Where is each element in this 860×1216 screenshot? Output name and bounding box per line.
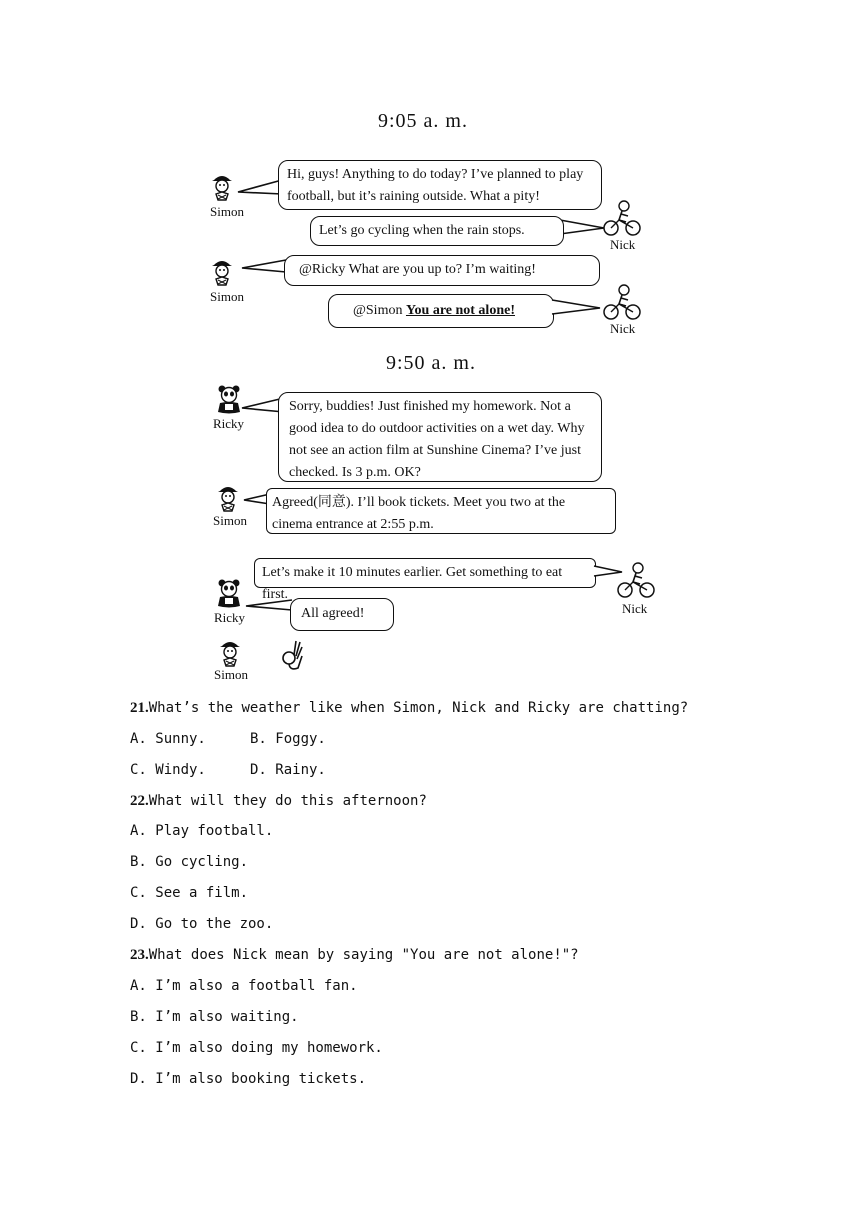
option-22-d: D. Go to the zoo. [130, 916, 274, 932]
bubble-tail [552, 298, 602, 316]
option-21-c: C. Windy. [130, 762, 206, 778]
chat-bubble-ricky-1: Sorry, buddies! Just finished my homework. Not a good idea to do outdoor activities on a wet day. Why not see an action film at Sunshine Cinema? I’ve just checked. Is 3 p.m. OK? [278, 392, 602, 482]
question-number: 22. [130, 793, 149, 809]
question-text: What does Nick mean by saying "You are not alone!"? [148, 947, 579, 963]
chat-bubble-nick-1: Let’s go cycling when the rain stops. [310, 216, 564, 246]
ricky-panda-icon [216, 384, 242, 414]
option-23-c: C. I’m also doing my homework. [130, 1040, 383, 1056]
ricky-panda-icon [216, 578, 242, 608]
option-21-d: D. Rainy. [250, 762, 326, 778]
ricky-name-label: Ricky [213, 416, 245, 431]
ricky-name-label: Ricky [214, 610, 246, 625]
question-22 [130, 792, 427, 810]
nick-cyclist-icon [602, 282, 642, 320]
question-number: 21. [130, 700, 149, 716]
question-23 [130, 946, 579, 964]
time-heading-2: 9:50 a. m. [386, 352, 476, 374]
nick-name-label: Nick [622, 601, 648, 616]
simon-name-label: Simon [214, 667, 248, 682]
ok-hand-icon [280, 638, 304, 672]
question-text: What will they do this afternoon? [148, 793, 427, 809]
time-heading-1: 9:05 a. m. [378, 110, 468, 132]
option-23-d: D. I’m also booking tickets. [130, 1071, 367, 1087]
nick-name-label: Nick [610, 237, 636, 252]
you-are-not-alone-text: You are not alone! [405, 303, 515, 318]
option-23-b: B. I’m also waiting. [130, 1009, 299, 1025]
option-22-a: A. Play football. [130, 823, 274, 839]
simon-name-label: Simon [213, 513, 247, 528]
chat-bubble-nick-3: Let’s make it 10 minutes earlier. Get something to eat first. [254, 558, 596, 588]
bubble-tail [560, 218, 606, 238]
mention-simon: @Simon [353, 303, 403, 318]
question-text: What’s the weather like when Simon, Nick and Ricky are chatting? [148, 700, 689, 716]
chat-bubble-simon-3: Agreed(同意). I’ll book tickets. Meet you two at the cinema entrance at 2:55 p.m. [266, 488, 616, 534]
nick-cyclist-icon [616, 560, 656, 598]
bubble-tail [244, 596, 292, 614]
simon-name-label: Simon [210, 289, 244, 304]
option-23-a: A. I’m also a football fan. [130, 978, 358, 994]
chat-bubble-simon-2: @Ricky What are you up to? I’m waiting! [284, 255, 600, 286]
chat-bubble-nick-2 [328, 294, 554, 328]
simon-avatar-icon [216, 483, 242, 513]
simon-avatar-icon [218, 638, 244, 668]
chat-bubble-ricky-2: All agreed! [290, 598, 394, 631]
question-21 [130, 699, 688, 717]
option-22-b: B. Go cycling. [130, 854, 249, 870]
option-22-c: C. See a film. [130, 885, 249, 901]
option-21-a: A. Sunny. [130, 731, 206, 747]
option-21-b: B. Foggy. [250, 731, 326, 747]
simon-avatar-icon [210, 172, 236, 202]
chat-bubble-simon-1: Hi, guys! Anything to do today? I’ve planned to play football, but it’s raining outside. What a pity! [278, 160, 602, 210]
question-number: 23. [130, 947, 149, 963]
nick-cyclist-icon [602, 198, 642, 236]
bubble-tail [240, 258, 286, 274]
simon-name-label: Simon [210, 204, 244, 219]
simon-avatar-icon [210, 257, 236, 287]
bubble-tail [236, 178, 282, 198]
nick-name-label: Nick [610, 321, 636, 336]
